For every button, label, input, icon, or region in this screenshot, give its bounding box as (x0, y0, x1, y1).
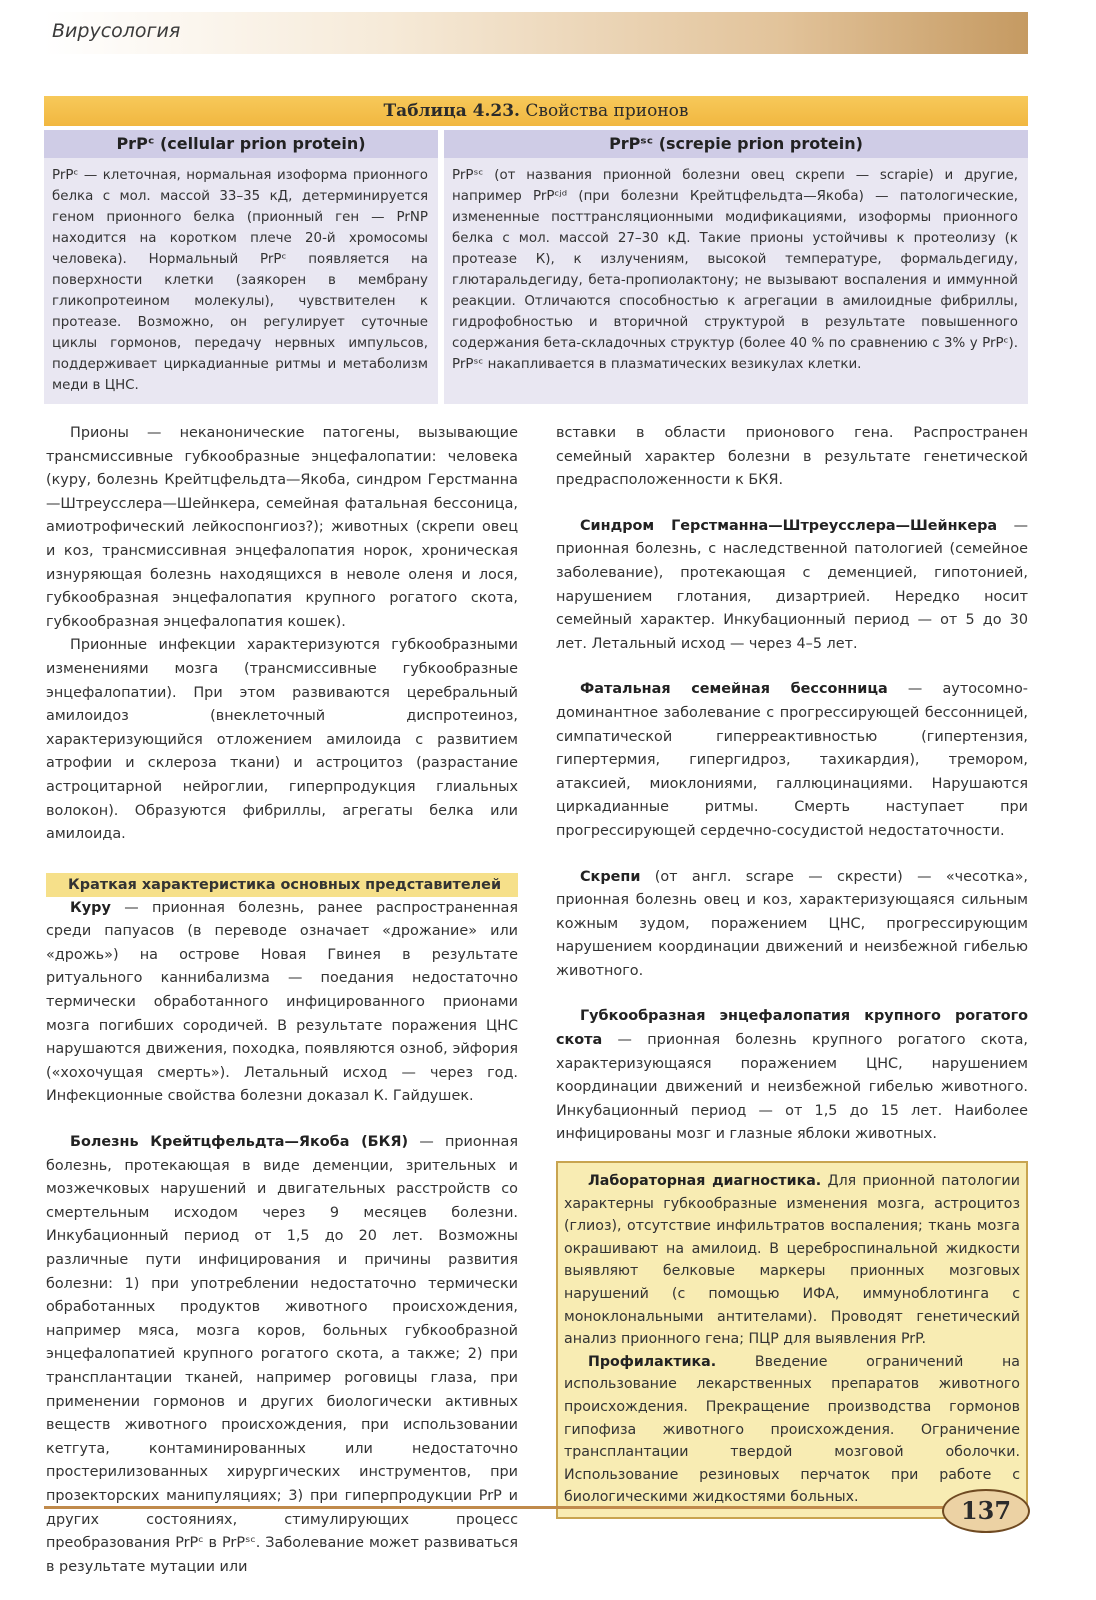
table-caption-text: Свойства прионов (525, 101, 689, 121)
diagnostics-box (556, 1161, 1028, 1519)
representatives-subheading: Краткая характеристика основных представителей (46, 873, 518, 897)
kuru-paragraph (46, 897, 518, 1109)
bse-text: — прионная болезнь крупного рогатого скота, характеризующаяся поражением ЦНС, нарушением координации движений и неизбежной гибелью животного. Инкубационный период — от 1,5 до 15 лет. Наиболее инфицированы мозг и глазные яблоки животных. (556, 1032, 1028, 1143)
header-band (44, 12, 1028, 54)
table-column-prpsc-header: PrPˢᶜ (screpie prion protein) (444, 130, 1028, 158)
infection-paragraph: Прионные инфекции характеризуются губкообразными изменениями мозга (трансмиссивные губкообразные энцефалопатии). При этом развиваются церебральный амилоидоз (внеклеточный диспротеиноз, характеризующийся отложением амилоида с развитием атрофии и склероза ткани) и астроцитоз (разрастание астроцитарной нейроглии, гиперпродукция глиальных волокон). Образуются фибриллы, агрегаты белка или амилоида. (46, 637, 518, 843)
table-caption-number: Таблица 4.23. (383, 101, 520, 121)
prof-text: Введение ограничений на использование лекарственных препаратов животного происхождения. Прекращение производства гормонов гипофиза животного происхождения. Ограничение трансплантации твердой мозговой оболочки. Использование резиновых перчаток при работе с биологическими жидкостями больных. (564, 1353, 1020, 1506)
prof-term: Профилактика. (588, 1353, 717, 1370)
table-column-prpc-header: PrPᶜ (cellular prion protein) (44, 130, 438, 158)
page-number: 137 (942, 1489, 1030, 1533)
table-caption (44, 96, 1028, 126)
footer-rule (44, 1506, 944, 1509)
gss-term: Синдром Герстманна—Штреусслера—Шейнкера (580, 517, 998, 534)
prion-properties-table (44, 96, 1028, 404)
table-columns (44, 130, 1028, 404)
scrapie-paragraph (556, 866, 1028, 984)
table-column-prpc-body: PrPᶜ — клеточная, нормальная изоформа прионного белка с мол. массой 33–35 кД, детерминируется геном прионного белка (прионный ген — PrNP находится на коротком плече 20-й хромосомы человека). Нормальный PrPᶜ появляется на поверхности клетки (заякорен в мембрану гликопротеином молекулы), чувствителен к протеазе. Возможно, он регулирует суточные циклы гормонов, передачу нервных импульсов, поддерживает циркадианные ритмы и метаболизм меди в ЦНС. (52, 168, 428, 393)
table-column-prpc (44, 130, 438, 404)
cjd-term: Болезнь Крейтцфельдта—Якоба (БКЯ) (70, 1134, 409, 1151)
left-text-column (46, 422, 518, 1579)
kuru-text: — прионная болезнь, ранее распространенная среди папуасов (в переводе означает «дрожание» или «дрожь») на острове Новая Гвинея в результате ритуального каннибализма — поедания недостаточно термически обработанного инфицированного прионами мозга погибших сородичей. В результате поражения ЦНС нарушаются движения, походка, появляются озноб, эйфория («хохочущая смерть»). Летальный исход — через год. Инфекционные свойства болезни доказал К. Гайдушек. (46, 899, 518, 1105)
intro-paragraph: Прионы — неканонические патогены, вызывающие трансмиссивные губкообразные энцефалопатии: человека (куру, болезнь Крейтцфельдта—Якоба, синдром Герстманна—Штреусслера—Шейнкера, семейная фатальная бессоница, амиотрофический лейкоспонгиоз?); животных (скрепи овец и коз, трансмиссивная энцефалопатия норок, хроническая изнуряющая болезнь находящихся в неволе оленя и лося, губкообразная энцефалопатия крупного рогатого скота, губкообразная энцефалопатия кошек). (46, 425, 518, 630)
table-column-prpsc-body: PrPˢᶜ (от названия прионной болезни овец скрепи — scrapie) и другие, например PrPᶜʲᵈ (при болезни Крейтцфельдта—Якоба) — патологические, измененные посттрансляционными модификациями, изоформы прионного белка с мол. массой 27–30 кД. Такие прионы устойчивы к протеолизу (к протеазе К), к излучениям, высокой температуре, формальдегиду, глютаральдегиду, бета-пропиолактону; не вызывают воспаления и иммунной реакции. Отличаются способностью к агрегации в амилоидные фибриллы, гидрофобностью и вторичной структурой в результате повышенного содержания бета-складочных структур (более 40 % по сравнению с 3% у PrPᶜ). PrPˢᶜ накапливается в плазматических везикулах клетки. (452, 168, 1018, 372)
section-title: Вирусология (52, 20, 181, 42)
bse-term: Губкообразная энцефалопатия крупного рогатого скота (556, 1008, 1028, 1049)
cjd-text: — прионная болезнь, протекающая в виде деменции, зрительных и мозжечковых нарушений и двигательных расстройств со смертельным исходом через 9 месяцев болезни. Инкубационный период от 1,5 до 20 лет. Возможны различные пути инфицирования и причины развития болезни: 1) при употреблении недостаточно термически обработанных продуктов животного происхождения, например мяса, мозга коров, больных губкообразной энцефалопатией крупного рогатого скота, а также; 2) при трансплантации тканей, например роговицы глаза, при применении гормонов и других биологически активных веществ животного происхождения, при использовании кетгута, контаминированных или недостаточно простерилизованных хирургических инструментов, при прозекторских манипуляциях; 3) при гиперпродукции PrP и других состояниях, стимулирующих процесс преобразования PrPᶜ в PrPˢᶜ. Заболевание может развиваться в результате мутации или (46, 1134, 518, 1575)
ffi-term: Фатальная семейная бессонница (580, 681, 888, 698)
kuru-term: Куру (70, 899, 111, 916)
ffi-paragraph (556, 678, 1028, 843)
cjd-paragraph (46, 1131, 518, 1579)
gss-paragraph (556, 515, 1028, 657)
prophylaxis-paragraph (564, 1351, 1020, 1509)
cjd-continuation: вставки в области прионового гена. Распространен семейный характер болезни в результате генетической предрасположенности к БКЯ. (556, 425, 1028, 489)
right-text-column (556, 422, 1028, 1519)
table-column-prpsc (444, 130, 1028, 404)
scrapie-text: (от англ. scrape — скрести) — «чесотка», прионная болезнь овец и коз, характеризующаяся сильным кожным зудом, поражением ЦНС, прогрессирующим нарушением координации движений и неизбежной гибелью животного. (556, 868, 1028, 979)
scrapie-term: Скрепи (580, 868, 641, 885)
bse-paragraph (556, 1005, 1028, 1147)
lab-diagnostics-paragraph (564, 1170, 1020, 1351)
lab-text: Для прионной патологии характерны губкообразные изменения мозга, астроцитоз (глиоз), отсутствие инфильтратов воспаления; ткань мозга окрашивают на амилоид. В цереброспинальной жидкости выявляют белковые маркеры прионных мозговых нарушений (с помощью ИФА, иммуноблотинга с моноклональными антителами). Проводят генетический анализ прионного гена; ПЦР для выявления PrP. (564, 1173, 1020, 1348)
ffi-text: — аутосомно-доминантное заболевание с прогрессирующей бессонницей, симпатической гиперреактивностью (гипертензия, гипертермия, гипергидроз, тахикардия), тремором, атаксией, миоклониями, галлюцинациями. Нарушаются циркадианные ритмы. Смерть наступает при прогрессирующей сердечно-сосудистой недостаточности. (556, 681, 1028, 839)
gss-text: — прионная болезнь, с наследственной патологией (семейное заболевание), протекающая с деменцией, гипотонией, нарушением глотания, дизартрией. Нередко носит семейный характер. Инкубационный период — от 5 до 30 лет. Летальный исход — через 4–5 лет. (556, 517, 1028, 652)
lab-term: Лабораторная диагностика. (588, 1173, 822, 1190)
